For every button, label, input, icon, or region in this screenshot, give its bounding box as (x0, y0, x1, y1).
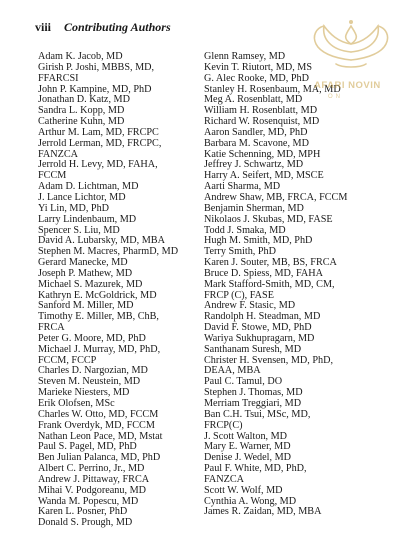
author-entry: Charles D. Nargozian, MD (38, 365, 148, 377)
author-entry: Larry Lindenbaum, MD (38, 213, 137, 225)
author-entry: J. Scott Walton, MD (204, 430, 288, 442)
author-entry: James R. Zaidan, MD, MBA (204, 506, 322, 518)
author-entry: Wariya Sukhupragarn, MD (204, 332, 315, 344)
author-entry: Kathryn E. McGoldrick, MD (38, 289, 157, 301)
author-entry: Wanda M. Popescu, MD (38, 495, 139, 507)
author-entry: Randolph H. Steadman, MD (204, 311, 321, 323)
author-entry: Gerard Manecke, MD (38, 257, 128, 269)
author-entry: J. Lance Lichtor, MD (38, 191, 126, 203)
running-header (35, 20, 171, 35)
author-entry: John P. Kampine, MD, PhD (38, 83, 152, 95)
author-entry: Yi Lin, MD, PhD (38, 202, 110, 214)
author-entry: FCCM (38, 170, 67, 182)
author-entry: Charles W. Otto, MD, FCCM (38, 408, 159, 420)
author-entry: FANZCA (204, 473, 244, 485)
author-entry: Albert C. Perrino, Jr., MD (38, 463, 145, 475)
author-entry: Mary E. Warner, MD (204, 441, 291, 453)
author-entry: Frank Overdyk, MD, FCCM (38, 419, 155, 431)
author-entry: Nathan Leon Pace, MD, Mstat (38, 430, 163, 442)
author-entry: Andrew F. Stasic, MD (204, 300, 296, 312)
author-entry: FANZCA (38, 148, 78, 160)
author-entry: Stanley H. Rosenbaum, MA, MD (204, 83, 341, 95)
author-entry: Hugh M. Smith, MD, PhD (204, 235, 313, 247)
author-entry: Kevin T. Riutort, MD, MS (204, 61, 313, 73)
author-entry: G. Alec Rooke, MD, PhD (204, 72, 309, 84)
author-entry: Santhanam Suresh, MD (204, 343, 302, 355)
author-entry: Timothy E. Miller, MB, ChB, (38, 311, 159, 323)
author-entry: Paul C. Tamul, DO (204, 376, 283, 388)
author-entry: Steven M. Neustein, MD (38, 376, 141, 388)
author-entry: Erik Olofsen, MSc (38, 398, 115, 409)
author-entry: Michael J. Murray, MD, PhD, (38, 343, 161, 355)
author-entry: William H. Rosenblatt, MD (204, 105, 318, 117)
author-entry: Jerrold H. Levy, MD, FAHA, (38, 159, 158, 171)
author-entry: Karen L. Posner, PhD (38, 506, 128, 518)
author-entry: Adam K. Jacob, MD (38, 51, 123, 62)
author-entry: Jeffrey J. Schwartz, MD (204, 159, 304, 171)
author-entry: Ben Julian Palanca, MD, PhD (38, 452, 161, 464)
author-entry: Glenn Ramsey, MD (204, 51, 286, 62)
author-entry: FRCA (38, 322, 65, 334)
author-entry: Spencer S. Liu, MD (38, 224, 120, 236)
author-entry: Merriam Treggiari, MD (204, 398, 302, 409)
author-entry: Michael S. Mazurek, MD (38, 278, 143, 290)
author-entry: Scott W. Wolf, MD (204, 484, 283, 496)
author-entry: Joseph P. Mathew, MD (38, 267, 133, 279)
author-entry: Andrew Shaw, MB, FRCA, FCCM (204, 191, 348, 203)
author-entry: David F. Stowe, MD, PhD (204, 322, 312, 334)
author-entry: Denise J. Wedel, MD (204, 452, 291, 464)
author-entry: FRCP(C) (204, 419, 243, 431)
author-entry: Arthur M. Lam, MD, FRCPC (38, 126, 159, 138)
author-entry: Mark Stafford-Smith, MD, CM, (204, 278, 335, 290)
page-number: viii (35, 20, 52, 34)
author-entry: Todd J. Smaka, MD (204, 224, 286, 236)
author-entry: Barbara M. Scavone, MD (204, 137, 309, 149)
author-entry: Cynthia A. Wong, MD (204, 495, 297, 507)
author-entry: FCCM, FCCP (38, 354, 97, 366)
author-entry: Bruce D. Spiess, MD, FAHA (204, 267, 323, 279)
author-entry: FRCP (C), FASE (204, 289, 274, 301)
author-entry: DEAA, MBA (204, 365, 261, 377)
author-entry: Benjamin Sherman, MD (204, 202, 304, 214)
author-entry: Donald S. Prough, MD (38, 517, 133, 529)
author-entry: Marieke Niesters, MD (38, 387, 130, 399)
page-title: Contributing Authors (64, 20, 171, 34)
author-entry: Aaron Sandler, MD, PhD (204, 126, 308, 138)
author-entry: Terry Smith, PhD (204, 246, 277, 258)
author-entry: Catherine Kuhn, MD (38, 116, 125, 128)
author-column-right (204, 52, 369, 518)
author-entry: Paul S. Pagel, MD, PhD (38, 441, 137, 453)
author-entry: Sandra L. Kopp, MD (38, 105, 125, 117)
author-entry: FFARCSI (38, 72, 79, 84)
author-column-left (38, 52, 190, 529)
watermark-brand: AFARI NOVIN (314, 80, 381, 91)
author-entry: Ban C.H. Tsui, MSc, MD, (204, 408, 311, 420)
author-entry: Mihai V. Podgoreanu, MD (38, 484, 147, 496)
author-entry: Aarti Sharma, MD (204, 181, 281, 193)
author-entry: Peter G. Moore, MD, PhD (38, 332, 146, 344)
author-entry: Christer H. Svensen, MD, PhD, (204, 354, 334, 366)
author-entry: Nikolaos J. Skubas, MD, FASE (204, 213, 333, 225)
author-entry: Stephen M. Macres, PharmD, MD (38, 246, 179, 258)
author-entry: Sanford M. Miller, MD (38, 300, 134, 312)
watermark-subtext: ON (328, 94, 343, 100)
author-entry: Katie Schenning, MD, MPH (204, 148, 321, 160)
author-entry: Jonathan D. Katz, MD (38, 94, 130, 106)
author-entry: Girish P. Joshi, MBBS, MD, (38, 61, 155, 73)
author-entry: Meg A. Rosenblatt, MD (204, 94, 303, 106)
author-entry: Jerrold Lerman, MD, FRCPC, (38, 137, 162, 149)
author-entry: Karen J. Souter, MB, BS, FRCA (204, 257, 337, 269)
author-entry: Richard W. Rosenquist, MD (204, 116, 320, 128)
author-entry: Andrew J. Pittaway, FRCA (38, 473, 150, 485)
author-entry: Stephen J. Thomas, MD (204, 387, 303, 399)
author-entry: David A. Lubarsky, MD, MBA (38, 235, 165, 247)
author-entry: Paul F. White, MD, PhD, (204, 463, 307, 475)
author-entry: Harry A. Seifert, MD, MSCE (204, 170, 324, 182)
author-entry: Adam D. Lichtman, MD (38, 181, 139, 193)
